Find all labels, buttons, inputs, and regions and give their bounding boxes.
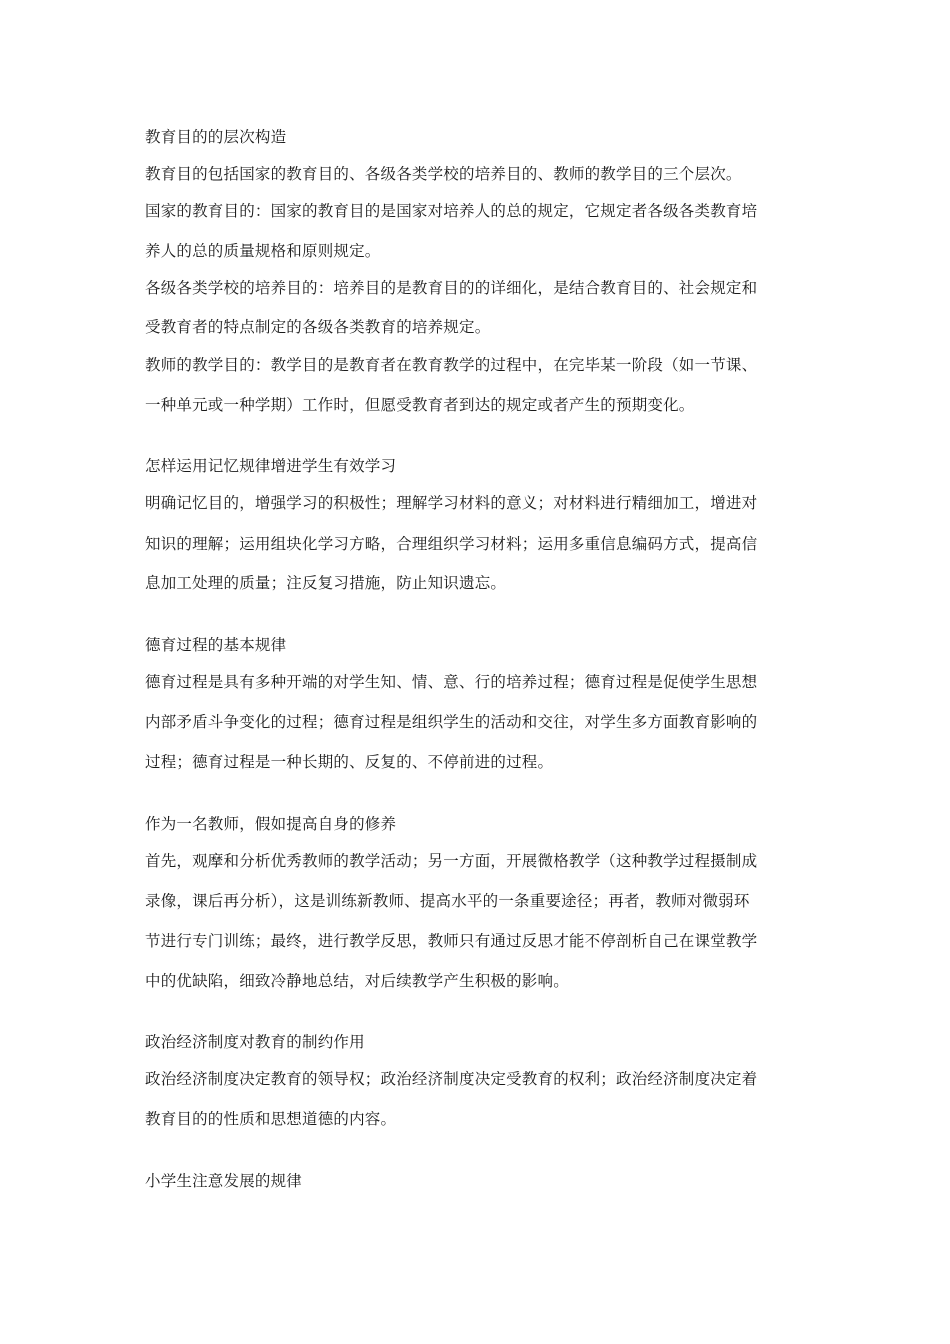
paragraph-line: 知识的理解；运用组块化学习方略，合理组织学习材料；运用多重信息编码方式，提高信 [145, 535, 758, 553]
paragraph-line: 中的优缺陷，细致冷静地总结，对后续教学产生积极的影响。 [145, 972, 569, 990]
paragraph-line: 息加工处理的质量；注反复习措施，防止知识遗忘。 [145, 574, 507, 592]
section-heading: 教育目的的层次构造 [145, 128, 287, 146]
paragraph-line: 首先，观摩和分析优秀教师的教学活动；另一方面，开展微格教学（这种教学过程摄制成 [145, 852, 758, 870]
paragraph-line: 教师的教学目的：教学目的是教育者在教育教学的过程中，在完毕某一阶段（如一节课、 [145, 356, 758, 374]
paragraph-line: 教育目的包括国家的教育目的、各级各类学校的培养目的、教师的教学目的三个层次。 [145, 165, 742, 183]
section-heading: 德育过程的基本规律 [145, 636, 287, 654]
paragraph-line: 政治经济制度决定教育的领导权；政治经济制度决定受教育的权利；政治经济制度决定着 [145, 1070, 758, 1088]
paragraph-line: 过程；德育过程是一种长期的、反复的、不停前进的过程。 [145, 753, 554, 771]
paragraph-line: 各级各类学校的培养目的：培养目的是教育目的的详细化，是结合教育目的、社会规定和 [145, 279, 758, 297]
section-heading: 作为一名教师，假如提高自身的修养 [145, 815, 397, 833]
paragraph-line: 国家的教育目的：国家的教育目的是国家对培养人的总的规定，它规定者各级各类教育培 [145, 202, 758, 220]
paragraph-line: 录像，课后再分析），这是训练新教师、提高水平的一条重要途径；再者，教师对微弱环 [145, 892, 750, 910]
paragraph-line: 一种单元或一种学期）工作时，但愿受教育者到达的规定或者产生的预期变化。 [145, 396, 695, 414]
section-heading: 小学生注意发展的规律 [145, 1172, 303, 1190]
paragraph-line: 节进行专门训练；最终，进行教学反思，教师只有通过反思才能不停剖析自己在课堂教学 [145, 932, 758, 950]
paragraph-line: 受教育者的特点制定的各级各类教育的培养规定。 [145, 318, 491, 336]
section-heading: 政治经济制度对教育的制约作用 [145, 1033, 365, 1051]
paragraph-line: 教育目的的性质和思想道德的内容。 [145, 1110, 397, 1128]
paragraph-line: 内部矛盾斗争变化的过程；德育过程是组织学生的活动和交往，对学生多方面教育影响的 [145, 713, 758, 731]
section-heading: 怎样运用记忆规律增进学生有效学习 [145, 457, 397, 475]
paragraph-line: 德育过程是具有多种开端的对学生知、情、意、行的培养过程；德育过程是促使学生思想 [145, 673, 758, 691]
paragraph-line: 养人的总的质量规格和原则规定。 [145, 242, 381, 260]
paragraph-line: 明确记忆目的，增强学习的积极性；理解学习材料的意义；对材料进行精细加工，增进对 [145, 494, 758, 512]
